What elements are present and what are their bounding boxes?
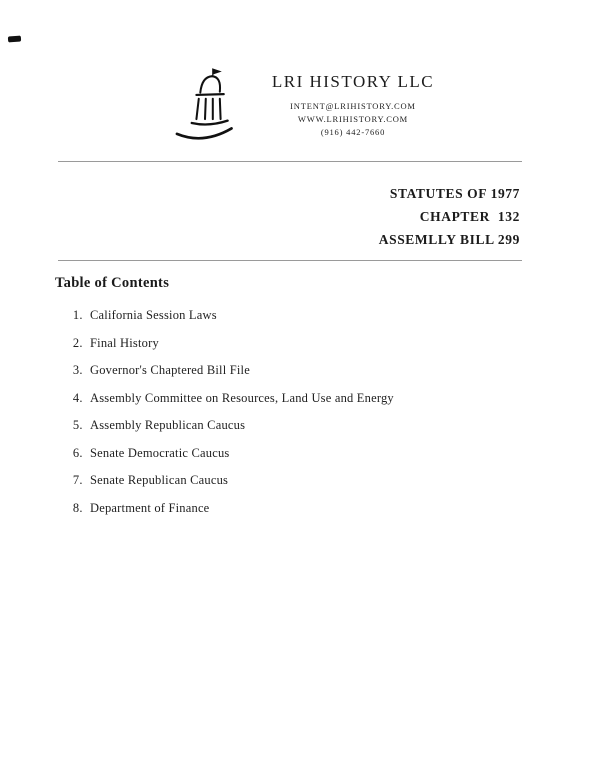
letterhead	[0, 62, 600, 148]
document-identifier	[379, 182, 520, 251]
company-website: WWW.LRIHISTORY.COM	[297, 114, 409, 124]
toc-item: 7. Senate Republican Caucus	[86, 473, 528, 488]
toc-title: Table of Contents	[55, 275, 170, 291]
company-phone: (916) 442-7660	[320, 127, 386, 137]
toc-item: 2. Final History	[86, 336, 528, 351]
chapter-line: CHAPTER 132	[419, 209, 520, 224]
company-name: LRI HISTORY LLC	[271, 72, 435, 91]
contact-block	[272, 62, 434, 139]
toc-item: 5. Assembly Republican Caucus	[86, 418, 528, 433]
divider-bottom	[58, 260, 522, 261]
company-email: INTENT@LRIHISTORY.COM	[290, 101, 416, 111]
toc-list	[68, 308, 528, 528]
toc-item: 3. Governor's Chaptered Bill File	[86, 363, 528, 378]
toc-item: 8. Department of Finance	[86, 501, 528, 516]
toc-item: 4. Assembly Committee on Resources, Land Use and Energy	[86, 391, 528, 406]
toc-item: 6. Senate Democratic Caucus	[86, 446, 528, 461]
statutes-line: STATUTES OF 1977	[389, 186, 520, 201]
bill-line: ASSEMLLY BILL 299	[378, 232, 520, 247]
scan-artifact	[8, 36, 21, 43]
toc-item: 1. California Session Laws	[86, 308, 528, 323]
divider-top	[58, 161, 522, 162]
capitol-logo-icon	[166, 66, 244, 148]
